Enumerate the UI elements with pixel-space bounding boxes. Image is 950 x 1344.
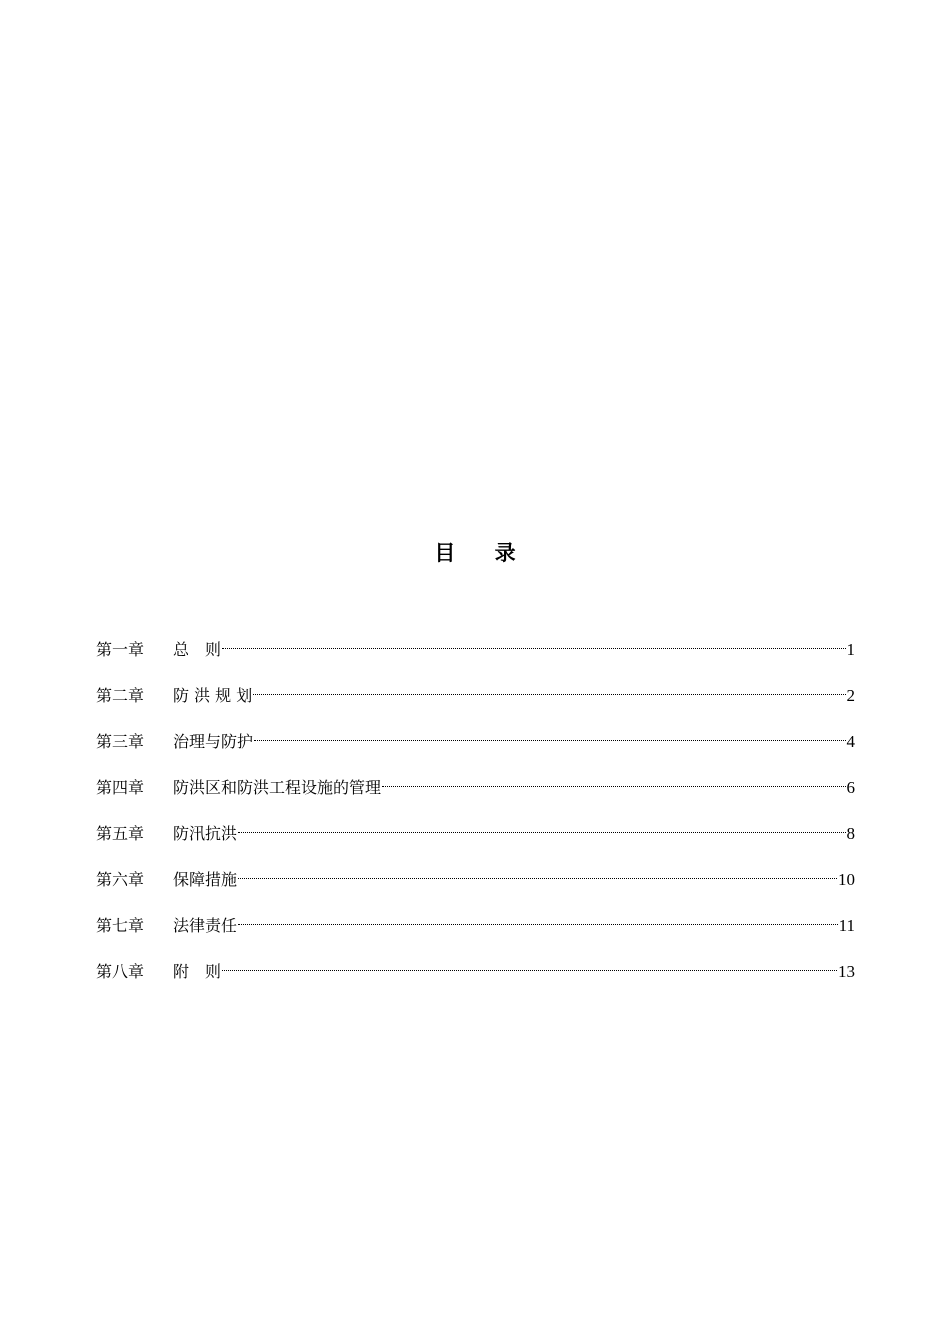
toc-chapter-title: 防洪区和防洪工程设施的管理 bbox=[173, 778, 382, 797]
toc-dot-leader bbox=[382, 786, 845, 787]
toc-entry[interactable] bbox=[96, 820, 855, 866]
toc-chapter-title: 防汛抗洪 bbox=[173, 824, 238, 843]
toc-entry[interactable] bbox=[96, 636, 855, 682]
toc-page-number: 4 bbox=[846, 732, 855, 751]
toc-chapter-number: 第七章 bbox=[96, 916, 145, 935]
toc-dot-leader bbox=[254, 740, 845, 741]
toc-chapter-title: 防 洪 规 划 bbox=[173, 686, 253, 705]
toc-dot-leader bbox=[238, 924, 838, 925]
toc-page-number: 2 bbox=[846, 686, 855, 705]
toc-entry[interactable] bbox=[96, 958, 855, 1004]
toc-entry[interactable] bbox=[96, 728, 855, 774]
toc-page-number: 11 bbox=[838, 916, 855, 935]
toc-entry[interactable] bbox=[96, 912, 855, 958]
toc-dot-leader bbox=[222, 970, 837, 971]
toc-chapter-title: 治理与防护 bbox=[173, 732, 254, 751]
toc-chapter-number: 第五章 bbox=[96, 824, 145, 843]
toc-page-number: 10 bbox=[838, 870, 855, 889]
toc-entry[interactable] bbox=[96, 774, 855, 820]
toc-chapter-title: 法律责任 bbox=[173, 916, 238, 935]
toc-dot-leader bbox=[238, 878, 837, 879]
toc-chapter-number: 第三章 bbox=[96, 732, 145, 751]
toc-chapter-number: 第四章 bbox=[96, 778, 145, 797]
toc-chapter-title: 总 则 bbox=[173, 640, 222, 659]
toc-chapter-number: 第六章 bbox=[96, 870, 145, 889]
toc-page-number: 6 bbox=[846, 778, 855, 797]
toc-dot-leader bbox=[222, 648, 845, 649]
toc-chapter-number: 第八章 bbox=[96, 962, 145, 981]
toc-page-number: 1 bbox=[846, 640, 855, 659]
toc-dot-leader bbox=[253, 694, 845, 695]
toc-entry[interactable] bbox=[96, 866, 855, 912]
toc-page-number: 13 bbox=[838, 962, 855, 981]
toc-chapter-number: 第二章 bbox=[96, 686, 145, 705]
toc-title: 目 录 bbox=[434, 540, 532, 565]
toc-list bbox=[96, 636, 855, 1004]
toc-chapter-title: 保障措施 bbox=[173, 870, 238, 889]
toc-page-number: 8 bbox=[846, 824, 855, 843]
toc-chapter-title: 附 则 bbox=[173, 962, 222, 981]
toc-chapter-number: 第一章 bbox=[96, 640, 145, 659]
toc-dot-leader bbox=[238, 832, 845, 833]
toc-entry[interactable] bbox=[96, 682, 855, 728]
